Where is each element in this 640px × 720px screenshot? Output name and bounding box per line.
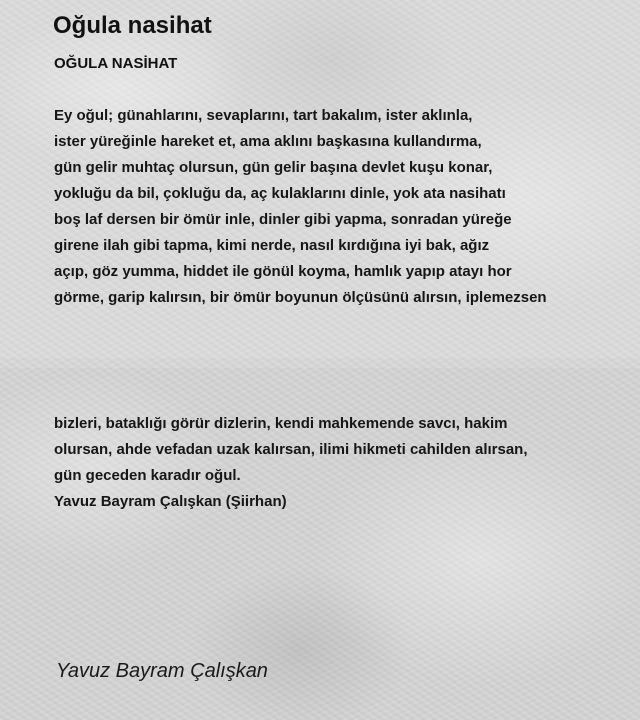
poem-line: boş laf dersen bir ömür inle, dinler gibi yapma, sonradan yüreğe (54, 211, 512, 228)
poem-line: bizleri, bataklığı görür dizlerin, kendi mahkemende savcı, hakim (54, 415, 508, 432)
poem-line: görme, garip kalırsın, bir ömür boyunun ölçüsünü alırsın, iplemezsen (54, 289, 547, 306)
poem-line: gün gelir muhtaç olursun, gün gelir başına devlet kuşu konar, (54, 159, 493, 176)
poem-heading: OĞULA NASİHAT (54, 55, 178, 72)
author-signature: Yavuz Bayram Çalışkan (56, 660, 268, 682)
poem-line: gün geceden karadır oğul. (54, 467, 241, 484)
poem-stanza-part-1 (54, 103, 547, 311)
poem-line: açıp, göz yumma, hiddet ile gönül koyma, hamlık yapıp atayı hor (54, 263, 512, 280)
poem-line: yokluğu da bil, çokluğu da, aç kulaklarını dinle, yok ata nasihatı (54, 185, 506, 202)
poem-line: girene ilah gibi tapma, kimi nerde, nasıl kırdığına iyi bak, ağız (54, 237, 490, 254)
poem-line: ister yüreğinle hareket et, ama aklını başkasına kullandırma, (54, 133, 482, 150)
poem-line: olursan, ahde vefadan uzak kalırsan, ilimi hikmeti cahilden alırsan, (54, 441, 528, 458)
poem-author-credit: Yavuz Bayram Çalışkan (Şiirhan) (54, 493, 287, 510)
poem-title: Oğula nasihat (53, 12, 212, 39)
section-divider (0, 358, 640, 368)
poem-line: Ey oğul; günahlarını, sevaplarını, tart bakalım, ister aklınla, (54, 107, 473, 124)
poem-stanza-part-2 (54, 411, 528, 515)
